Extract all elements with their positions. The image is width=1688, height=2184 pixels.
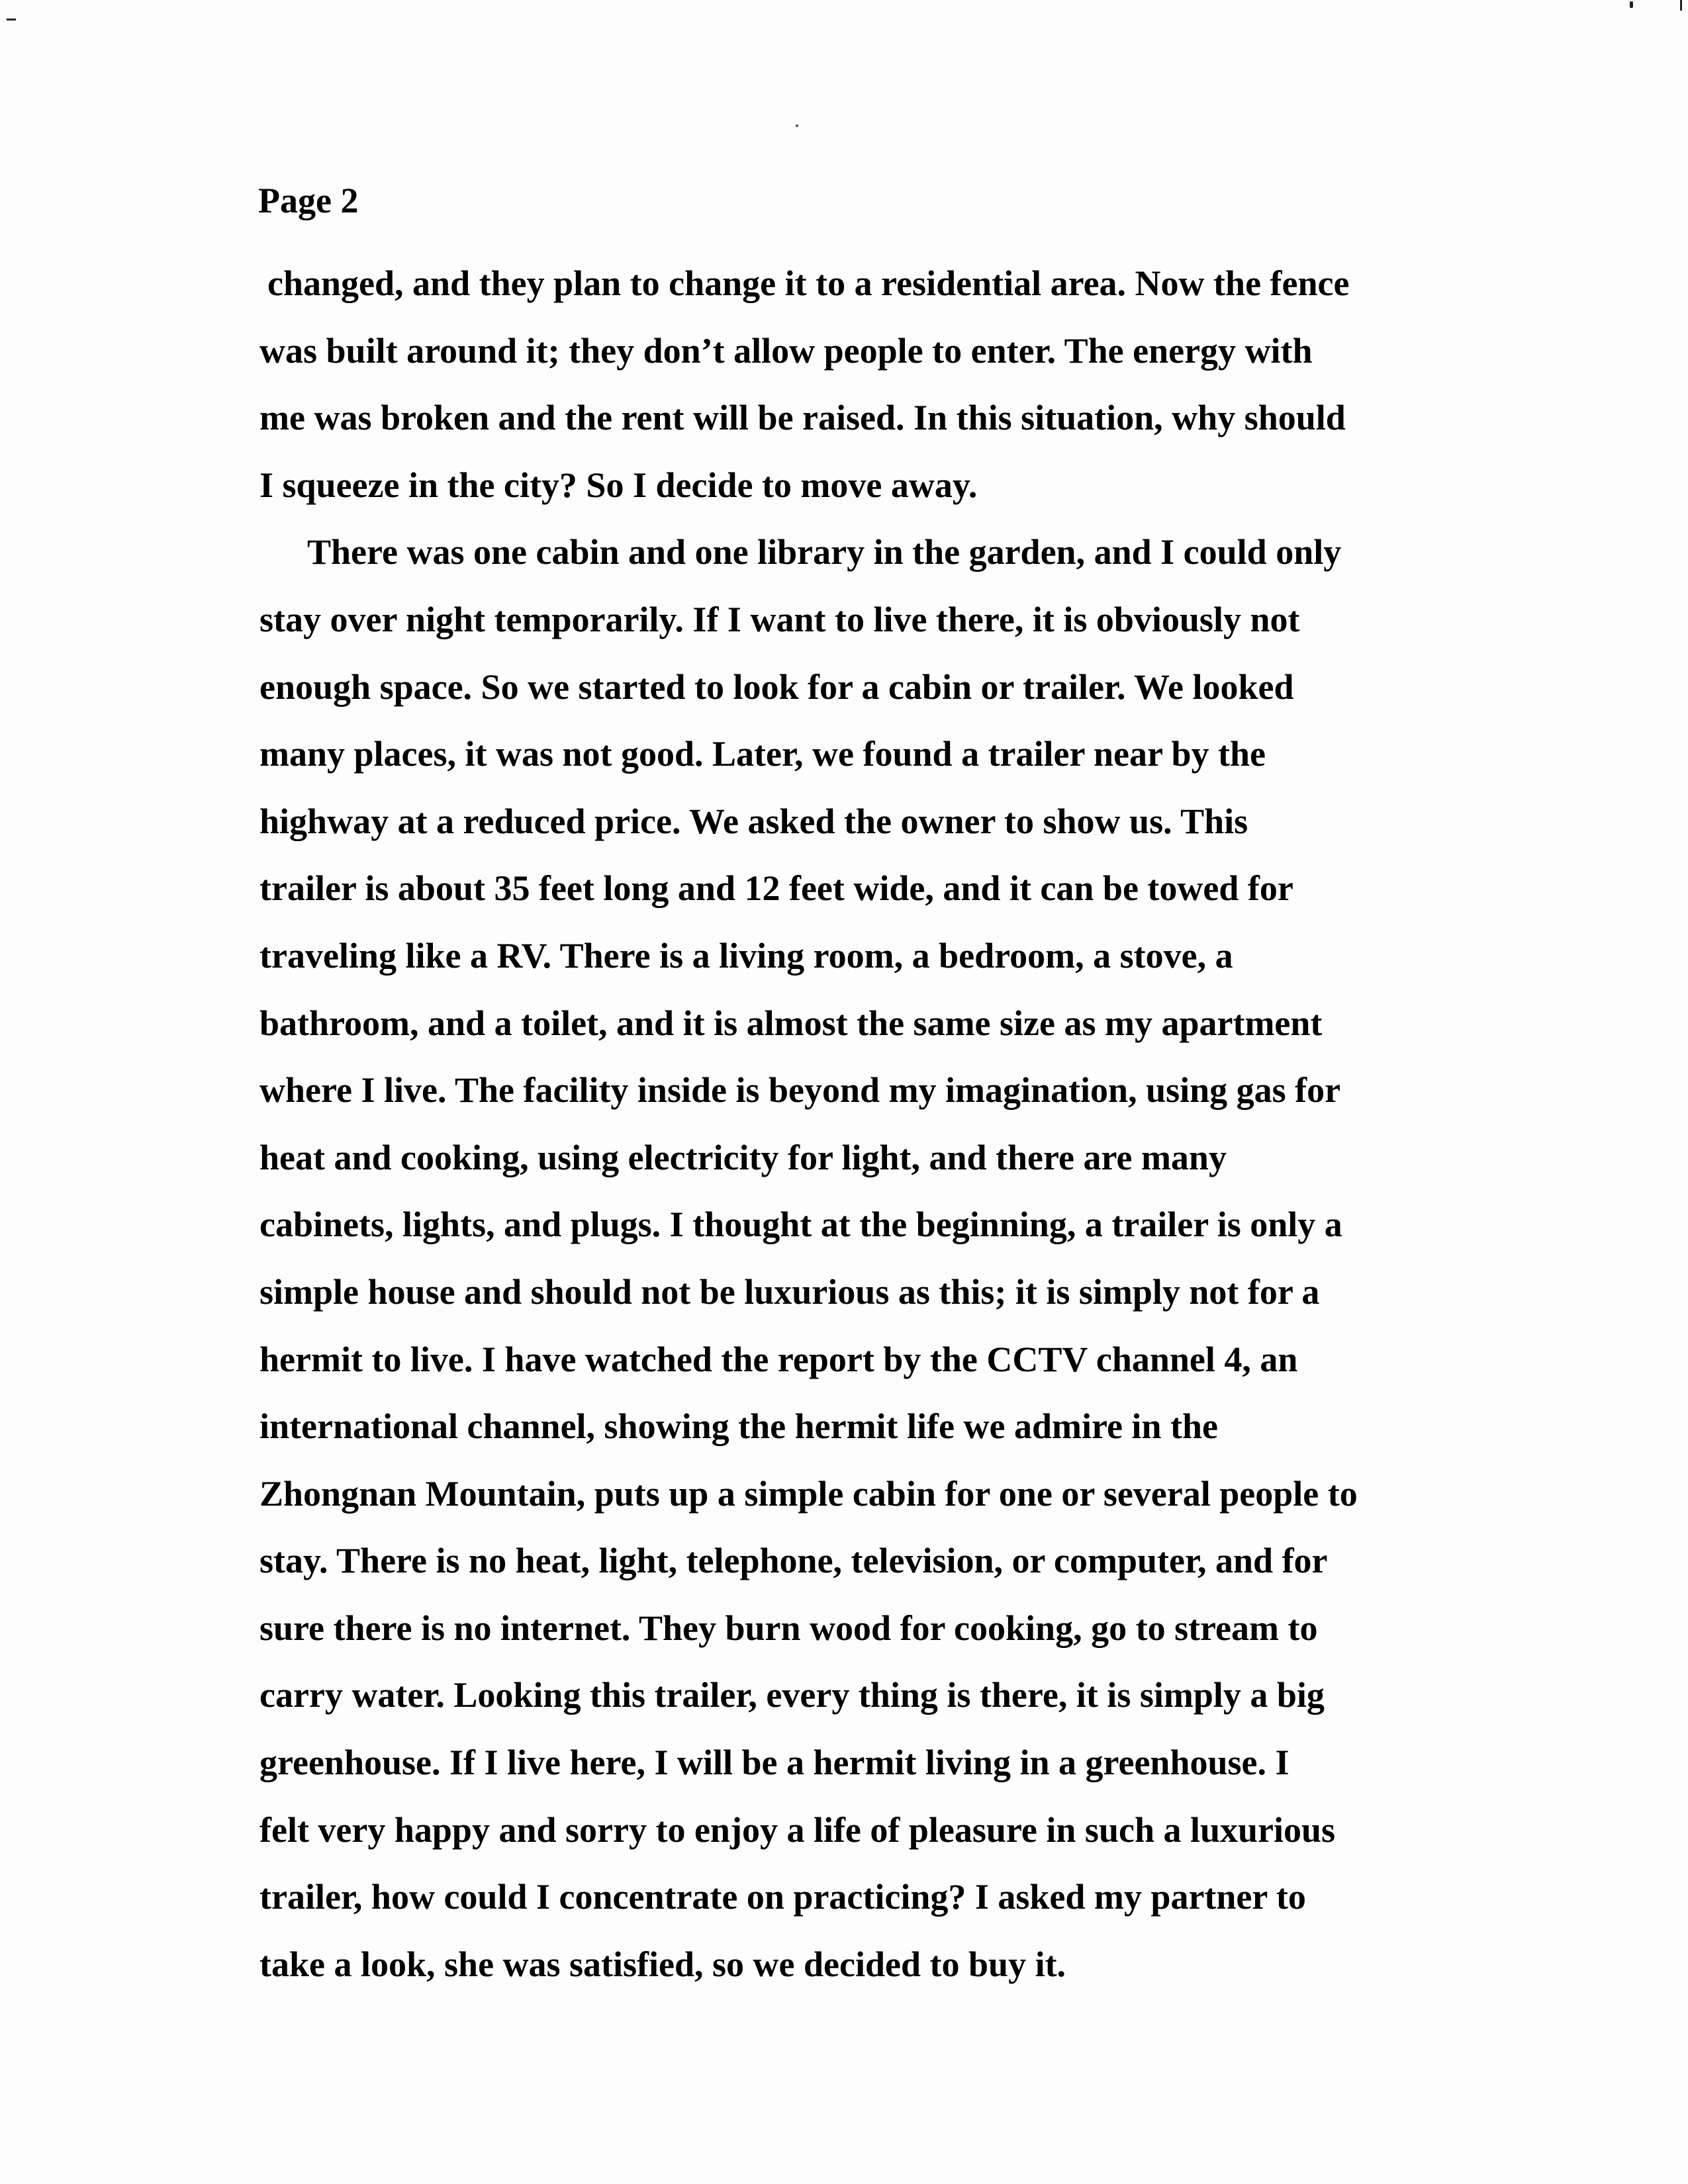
- scan-artifact: [796, 124, 798, 127]
- text-line: carry water. Looking this trailer, every thing is there, it is simply a big: [259, 1675, 1325, 1715]
- text-line: trailer is about 35 feet long and 12 feet wide, and it can be towed for: [259, 868, 1293, 909]
- scan-artifact: [1630, 1, 1633, 8]
- text-line: take a look, she was satisfied, so we decided to buy it.: [259, 1944, 1066, 1984]
- body-text: [259, 250, 1451, 1998]
- page-number-label: Page 2: [258, 181, 359, 220]
- text-line: enough space. So we started to look for a cabin or trailer. We looked: [259, 666, 1294, 707]
- text-line: felt very happy and sorry to enjoy a life of pleasure in such a luxurious: [259, 1809, 1336, 1850]
- text-line: hermit to live. I have watched the report by the CCTV channel 4, an: [259, 1339, 1298, 1379]
- text-line: greenhouse. If I live here, I will be a hermit living in a greenhouse. I: [259, 1743, 1289, 1783]
- scan-artifact: [1680, 0, 1682, 11]
- text-line: trailer, how could I concentrate on practicing? I asked my partner to: [259, 1877, 1306, 1917]
- text-line: stay over night temporarily. If I want to live there, it is obviously not: [259, 599, 1300, 639]
- text-line: was built around it; they don’t allow people to enter. The energy with: [259, 330, 1313, 371]
- text-line: international channel, showing the hermit life we admire in the: [259, 1406, 1218, 1447]
- text-line: traveling like a RV. There is a living room, a bedroom, a stove, a: [259, 935, 1233, 976]
- text-line: Zhongnan Mountain, puts up a simple cabin for one or several people to: [259, 1473, 1358, 1514]
- text-line: me was broken and the rent will be raised. In this situation, why should: [259, 398, 1346, 438]
- text-line: sure there is no internet. They burn wood for cooking, go to stream to: [259, 1608, 1318, 1648]
- text-line: heat and cooking, using electricity for light, and there are many: [259, 1137, 1227, 1177]
- text-line: bathroom, and a toilet, and it is almost the same size as my apartment: [259, 1003, 1323, 1043]
- text-line: where I live. The facility inside is beyond my imagination, using gas for: [259, 1070, 1341, 1111]
- text-line: stay. There is no heat, light, telephone, television, or computer, and for: [259, 1541, 1328, 1581]
- text-line: highway at a reduced price. We asked the owner to show us. This: [259, 801, 1248, 841]
- scan-artifact: [7, 19, 16, 21]
- paragraph-first-line: There was one cabin and one library in the garden, and I could only: [307, 532, 1342, 572]
- text-line: changed, and they plan to change it to a residential area. Now the fence: [267, 263, 1350, 303]
- text-line: simple house and should not be luxurious as this; it is simply not for a: [259, 1271, 1320, 1312]
- text-line: I squeeze in the city? So I decide to move away.: [259, 465, 978, 505]
- text-line: many places, it was not good. Later, we found a trailer near by the: [259, 734, 1266, 774]
- text-line: cabinets, lights, and plugs. I thought at the beginning, a trailer is only a: [259, 1205, 1342, 1245]
